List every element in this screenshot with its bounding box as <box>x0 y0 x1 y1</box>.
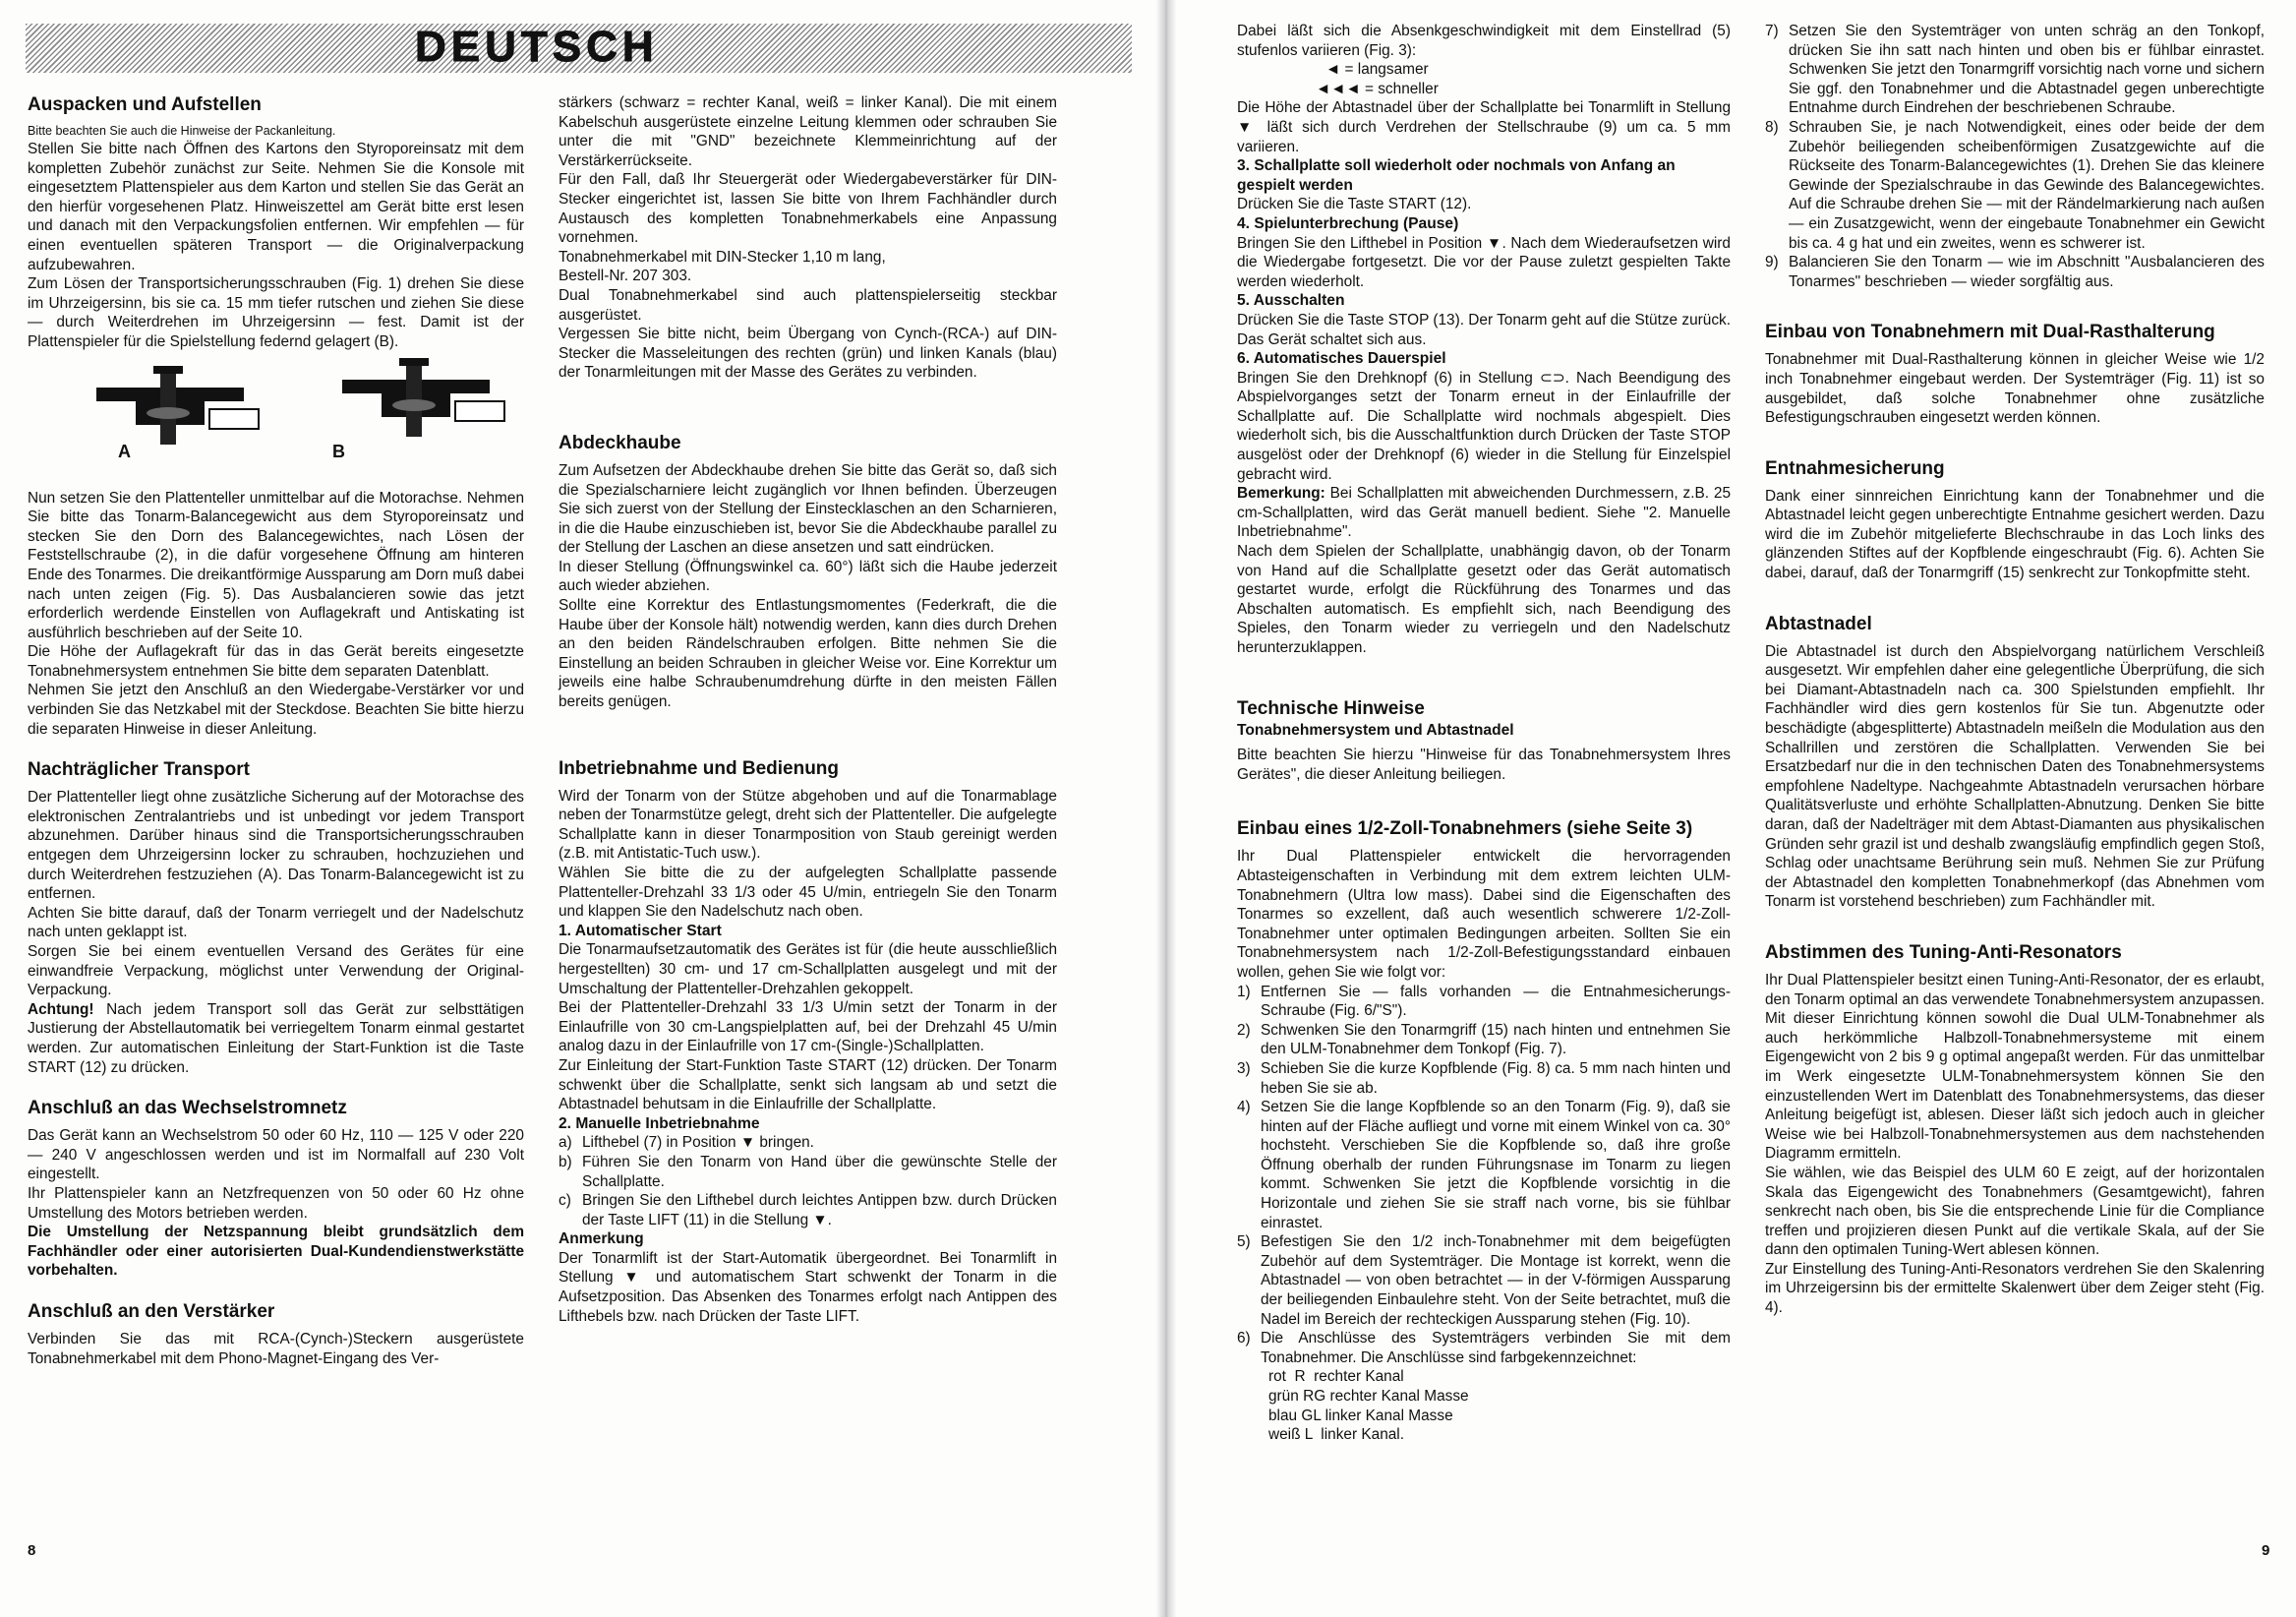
paragraph: Nun setzen Sie den Plattenteller unmittelbar auf die Motorachse. Nehmen Sie bitte das Tonarm-Balancegewicht aus dem Styroporeinsatz und stecken Sie den Dorn des Balancegewichtes, nach Lösen der Feststellschraube (2), in die dafür vorgesehene Öffnung am hinteren Ende des Tonarmes. Die dreikantförmige Aussparung am Dorn muß dabei nach unten zeigen (Fig. 5). Das Ausbalancieren sowie das jetzt erforderlich werdende Einstellen von Auflagekraft und Antiskating ist ausführlich beschrieben auf der Seite 10. <box>28 489 524 641</box>
section-title: Inbetriebnahme und Bedienung <box>559 757 840 779</box>
section-title: Technische Hinweise <box>1237 697 1425 719</box>
paragraph: Die Abtastnadel ist durch den Abspielvorgang natürlichem Verschleiß ausgesetzt. Wir empfehlen daher eine gelegentliche Überprüfung, die sich bei Diamant-Abtastnadeln nach ca. 300 Spielstunden empfiehlt. Ihr Fachhändler wird dies gern kostenlos für Sie tun. Abgenutzte oder beschädigte (abgesplitterte) Abtastnadeln meißeln die Modulation aus den Schallrillen und zerstören die Schallplatten. Verwenden Sie bei Ersatzbedarf nur die in den technischen Daten des Tonabnehmersystems empfohlene Nadeltype. Nachgeahmte Abtastnadeln verursachen hörbare Qualitätsverluste und erhöhte Schallplatten-Abnutzung. Denken Sie bitte daran, daß der Nadelträger mit dem Abtast-Diamanten aus physikalischen Gründen sehr grazil ist und deshalb zwangsläufig empfindlich gegen Stoß, Schlag oder unachtsame Berührung sein muß. Nehmen Sie zur Prüfung der Abtastnadel den kompletten Tonabnehmerkopf (das Abnehmen vom Tonarm ist vorstehend beschrieben) zum Fachhändler mit. <box>1765 642 2265 911</box>
section-title: Einbau von Tonabnehmern mit Dual-Rasthalterung <box>1765 322 2215 343</box>
paragraph: Der Plattenteller liegt ohne zusätzliche Sicherung auf der Motorachse des elektronischen Zentralantriebs und ist unbedingt vor jedem Transport abzunehmen. Darüber hinaus sind die Transportsicherungsschrauben entgegen dem Uhrzeigersinn locker zu schrauben, hochzuziehen und durch Weiterdrehen festzuziehen (A). Das Tonarm-Balancegewicht ist zu entfernen. <box>28 789 524 903</box>
color-code: rot R rechter Kanal <box>1268 1368 1404 1386</box>
paragraph: Wählen Sie bitte die zu der aufgelegten Schallplatte passende Plattenteller-Drehzahl 33 1/3 oder 45 U/min, entriegeln Sie den Tonarm und klappen Sie den Nadelschutz nach oben. <box>559 865 1057 921</box>
page-number-left: 8 <box>28 1542 36 1559</box>
paragraph: Verbinden Sie das mit RCA-(Cynch-)Steckern ausgerüstete Tonabnehmerkabel mit dem Phono-Magnet-Eingang des Ver- <box>28 1330 524 1367</box>
paragraph: Nehmen Sie jetzt den Anschluß an den Wiedergabe-Verstärker vor und verbinden Sie das Netzkabel mit der Steckdose. Beachten Sie bitte hierzu die separaten Hinweise in dieser Anleitung. <box>28 682 524 738</box>
paragraph: Bei der Plattenteller-Drehzahl 33 1/3 U/min setzt der Tonarm in der Einlaufrille von 30 cm-Langspielplatten auf, bei der Drehzahl 45 U/min analog dazu in der Einlaufrille von 17 cm-(Single-)Schallplatten. <box>559 999 1057 1055</box>
paragraph: Die Tonarmaufsetzautomatik des Gerätes ist für (die heute ausschließlich hergestellten) 30 cm- und 17 cm-Schallplatten ausgelegt und mit der Umschaltung der Plattenteller-Drehzahlen gekoppelt. <box>559 941 1057 997</box>
speed-slower: ◄ = langsamer <box>1325 61 1429 79</box>
subsection-title: 2. Manuelle Inbetriebnahme <box>559 1114 760 1132</box>
paragraph: Bitte beachten Sie hierzu "Hinweise für das Tonabnehmersystem Ihres Gerätes", die dieser Anleitung beiliegen. <box>1237 747 1731 783</box>
banner-title: DEUTSCH <box>415 23 659 71</box>
paragraph <box>1237 484 1731 542</box>
list-item: 9) Balancieren Sie den Tonarm — wie im Abschnitt "Ausbalancieren des Tonarmes" beschrieben — wieder sorgfältig aus. <box>1765 254 2265 290</box>
color-code: blau GL linker Kanal Masse <box>1268 1407 1453 1424</box>
subsection-title: Tonabnehmersystem und Abtastnadel <box>1237 721 1514 739</box>
paragraph: Dabei läßt sich die Absenkgeschwindigkeit mit dem Einstellrad (5) stufenlos variieren (Fig. 3): <box>1237 23 1731 59</box>
paragraph: Zur Einstellung des Tuning-Anti-Resonators verdrehen Sie den Skalenring im Uhrzeigersinn bis der ermittelte Skalenwert über dem Zeiger steht (Fig. 4). <box>1765 1260 2265 1317</box>
list-item: 1) Entfernen Sie — falls vorhanden — die Entnahmesicherungs-Schraube (Fig. 6/"S"). <box>1237 983 1731 1020</box>
paragraph: Nach dem Spielen der Schallplatte, unabhängig davon, ob der Tonarm von Hand auf die Schallplatte gesetzt oder das Gerät automatisch gestartet wurde, erfolgt die Rückführung des Tonarmes und das Abschalten automatisch. Es empfiehlt sich, nach Beendigung des Spieles, den Tonarm wieder zu verriegeln und den Nadelschutz herunterzuklappen. <box>1237 543 1731 656</box>
list-item: c) Bringen Sie den Lifthebel durch leichtes Antippen bzw. durch Drücken der Taste LIFT (11) in die Stellung ▼. <box>559 1192 1057 1228</box>
paragraph: Zur Einleitung der Start-Funktion Taste START (12) drücken. Der Tonarm schwenkt über die Schallplatte, senkt sich langsam ab und setzt die Abtastnadel behutsam in die Einlaufrille der Schallplatte. <box>559 1056 1057 1113</box>
paragraph: Drücken Sie die Taste STOP (13). Der Tonarm geht auf die Stütze zurück. Das Gerät schaltet sich aus. <box>1237 311 1731 348</box>
paragraph: Sie wählen, wie das Beispiel des ULM 60 E zeigt, auf der horizontalen Skala das Eigengewicht des Tonabnehmers (Gesamtgewicht), fahren senkrecht nach oben, bis Sie die entsprechende Linie für die Compliance treffen und projizieren diesen Punkt auf die vertikale Skala, auf der Sie dann den optimalen Tuning-Wert ablesen können. <box>1765 1164 2265 1259</box>
paragraph <box>28 1000 524 1077</box>
paragraph: Bringen Sie den Lifthebel in Position ▼. Nach dem Wiederaufsetzen wird die Wiedergabe fortgesetzt. Die vor der Pause zuletzt gespielten Takte werden wiederholt. <box>1237 234 1731 290</box>
list-item: 3) Schieben Sie die kurze Kopfblende (Fig. 8) ca. 5 mm nach hinten und heben Sie sie ab. <box>1237 1059 1731 1097</box>
paragraph: stärkers (schwarz = rechter Kanal, weiß = linker Kanal). Die mit einem Kabelschuh ausgerüstete einzelne Leitung klemmen oder schrauben Sie unter die mit "GND" bezeichnete Klemmeinrichtung auf der Verstärkerrückseite. <box>559 94 1057 169</box>
paragraph: Ihr Dual Plattenspieler entwickelt die hervorragenden Abtasteigenschaften in Verbindung mit dem extrem leichten ULM-Tonabnehmern (Ultra low mass). Dabei sind die Eigenschaften des Tonarmes so exzellent, daß auch wesentlich schwerere 1/2-Zoll-Tonabnehmer unter optimalen Bedingungen arbeiten. Sollten Sie ein Tonabnehmersystem nach 1/2-Zoll-Befestigungsstandard einbauen wollen, gehen Sie wie folgt vor: <box>1237 848 1731 981</box>
right-column-1 <box>1237 22 1731 1445</box>
paragraph: Wird der Tonarm von der Stütze abgehoben und auf die Tonarmablage neben der Tonarmstütze gelegt, dreht sich der Plattenteller. Die aufgelegte Schallplatte kann in dieser Tonarmposition von Staub gereinigt werden (z.B. mit Antistatic-Tuch usw.). <box>559 787 1057 863</box>
paragraph: Drücken Sie die Taste START (12). <box>1237 196 1472 213</box>
subsection-title: 3. Schallplatte soll wiederholt oder nochmals von Anfang an gespielt werden <box>1237 157 1676 194</box>
subsection-title: 1. Automatischer Start <box>559 922 722 939</box>
paragraph: Tonabnehmerkabel mit DIN-Stecker 1,10 m lang, <box>559 248 886 266</box>
paragraph: Der Tonarmlift ist der Start-Automatik übergeordnet. Bei Tonarmlift in Stellung ▼ und automatischem Start schwenkt der Tonarm in die Aufsetzposition. Das Absenken des Tonarmes erfolgt nach Antippen des Lifthebels bzw. nach Drücken der Taste LIFT. <box>559 1249 1057 1325</box>
remark-text: Bei Schallplatten mit abweichenden Durchmessern, z.B. 25 cm-Schallplatten, wird das Gerät manuell bedient. Siehe "2. Manuelle Inbetriebnahme". <box>1237 485 1731 541</box>
subsection-title: 4. Spielunterbrechung (Pause) <box>1237 214 1459 232</box>
left-column-2 <box>559 93 1057 1326</box>
section-title: Einbau eines 1/2-Zoll-Tonabnehmers (siehe Seite 3) <box>1237 818 1693 840</box>
paragraph: Bringen Sie den Drehknopf (6) in Stellung ⊂⊃. Nach Beendigung des Abspielvorganges setzt der Tonarm erneut in der Einlaufrille der Schallplatte auf. Die Schallplatte wird nochmals abgespielt. Dies wiederholt sich, bis die Ausschaltfunktion durch Drücken der Taste STOP ausgelöst oder der Drehknopf (6) wieder in die Stellung für Einzelspiel gebracht wird. <box>1237 369 1731 483</box>
remark-label: Bemerkung: <box>1237 485 1325 503</box>
list-item: 5) Befestigen Sie den 1/2 inch-Tonabnehmer mit dem beigefügten Zubehör auf dem Systemträger. Die Montage ist korrekt, wenn die Abtastnadel — von oben betrachtet — in der V-förmigen Aussparung der beiliegenden Einbaulehre steht. Von der Seite betrachtet, muß die Nadel im Bereich der rechteckigen Aussparung stehen (Fig. 10). <box>1237 1233 1731 1328</box>
paragraph: Ihr Dual Plattenspieler besitzt einen Tuning-Anti-Resonator, der es erlaubt, den Tonarm optimal an das verwendete Tonabnehmersystem anzupassen. Mit dieser Einrichtung können sowohl die Dual ULM-Tonabnehmer als auch herkömmliche Halbzoll-Tonabnehmersysteme mit einem Eigengewicht von 2 bis 9 g optimal angepaßt werden. Für das unmittelbar im Werk eingesetzte ULM-Tonabnehmersystem können Sie den einzustellenden Wert im Datenblatt des Tonabnehmersystems, das dieser Anleitung beigefügt ist, ablesen. Dieser läßt sich jedoch auch in gleicher Weise wie bei Halbzoll-Tonabnehmersystemen aus dem nachstehenden Diagramm ermitteln. <box>1765 971 2265 1163</box>
warning-label: Achtung! <box>28 1000 94 1018</box>
page-gutter <box>1156 0 1176 1617</box>
list-item: 8) Schrauben Sie, je nach Notwendigkeit, eines oder beide der dem Zubehör beiliegenden scheibenförmigen Zusatzgewichte auf die Rückseite des Tonarm-Balancegewichtes (1). Drehen Sie das kleinere Gewinde der Spezialschraube in das Gewinde des Balancegewichtes. Auf die Schraube drehen Sie — mit der Rändelmarkierung nach außen — ein Zusatzgewicht, wenn der eingebaute Tonabnehmer ein Gewicht bis ca. 4 g hat und ein zweites, wenn es schwerer ist. <box>1765 118 2265 252</box>
list-item: 4) Setzen Sie die lange Kopfblende so an den Tonarm (Fig. 9), daß sie hinten auf der Fläche aufliegt und vorne mit einem Winkel von ca. 30° hochsteht. Verschieben Sie die Kopfblende so, daß ihre große Öffnung oberhalb der runden Führungsnase im Tonarm zu liegen kommt. Schwenken Sie jetzt die Kopfblende vorsichtig in die Horizontale und ziehen Sie sie straff nach vorne, bis sie fühlbar einrastet. <box>1237 1099 1731 1231</box>
paragraph: Dual Tonabnehmerkabel sind auch plattenspielerseitig steckbar ausgerüstet. <box>559 286 1057 324</box>
section-title: Entnahmesicherung <box>1765 457 1945 479</box>
section-title: Abdeckhaube <box>559 432 681 453</box>
color-code: grün RG rechter Kanal Masse <box>1268 1388 1469 1405</box>
figure-label-b: B <box>332 441 345 461</box>
paragraph: Bestell-Nr. 207 303. <box>559 268 692 285</box>
subsection-title: 6. Automatisches Dauerspiel <box>1237 350 1446 368</box>
figure-label-a: A <box>118 441 131 461</box>
subsection-title: 5. Ausschalten <box>1237 292 1345 310</box>
list-item: b) Führen Sie den Tonarm von Hand über die gewünschte Stelle der Schallplatte. <box>559 1153 1057 1190</box>
paragraph: Tonabnehmer mit Dual-Rasthalterung können in gleicher Weise wie 1/2 inch Tonabnehmer eingebaut werden. Der Systemträger (Fig. 11) ist so ausgebildet, daß solche Tonabnehmer ohne zusätzliche Befestigungschrauben eingesetzt werden können. <box>1765 351 2265 427</box>
left-column-1 <box>28 93 524 1368</box>
figure-transport-screws <box>28 352 524 465</box>
section-title: Nachträglicher Transport <box>28 759 250 781</box>
paragraph: Dank einer sinnreichen Einrichtung kann der Tonabnehmer und die Abtastnadel leicht gegen unberechtigte Entnahme gesichert werden. Dazu wird die im Zubehör mitgelieferte Blechschraube in das Loch links des glänzenden Stiftes auf der Kopfblende eingeschraubt (Fig. 6). Achten Sie dabei, darauf, daß der Tonarmgriff (15) senkrecht zur Tonkopfmitte steht. <box>1765 487 2265 582</box>
paragraph: Stellen Sie bitte nach Öffnen des Kartons den Styroporeinsatz mit dem kompletten Zubehör zunächst zur Seite. Nehmen Sie die Konsole mit eingesetztem Plattenspieler aus dem Karton und stellen Sie das Gerät an den hierfür vorgesehenen Platz. Hinweiszettel am Gerät bitte erst lesen und danach mit den Verpackungsfolien entfernen. Wir empfehlen — für einen eventuellen späteren Transport — die Originalverpackung aufzubewahren. <box>28 141 524 273</box>
list-item: a) Lifthebel (7) in Position ▼ bringen. <box>559 1134 814 1152</box>
section-title: Abstimmen des Tuning-Anti-Resonators <box>1765 941 2122 963</box>
note-text: Bitte beachten Sie auch die Hinweise der Packanleitung. <box>28 124 336 138</box>
speed-faster: ◄◄◄ = schneller <box>1316 80 1439 97</box>
paragraph: Zum Lösen der Transportsicherungsschrauben (Fig. 1) drehen Sie diese im Uhrzeigersinn, bis sie ca. 15 mm tiefer rutschen und ziehen Sie diese — durch Weiterdrehen im Uhrzeigersinn — fest. Damit ist der Plattenspieler für die Spielstellung federnd gelagert (B). <box>28 275 524 350</box>
paragraph: In dieser Stellung (Öffnungswinkel ca. 60°) läßt sich die Haube jederzeit auch wieder abziehen. <box>559 558 1057 595</box>
paragraph: Sollte eine Korrektur des Entlastungsmomentes (Federkraft, die die Haube über der Konsole hält) notwendig werden, kann dies durch Drehen an den beiden Rändelschrauben erfolgen. Bitte nehmen Sie die Einstellung an beiden Schrauben in gleicher Weise vor. Eine Korrektur um jeweils eine halbe Schraubenumdrehung dürfte in den meisten Fällen bereits genügen. <box>559 597 1057 711</box>
color-code: weiß L linker Kanal. <box>1268 1426 1405 1444</box>
paragraph: Sorgen Sie bei einem eventuellen Versand des Gerätes für eine einwandfreie Verpackung, möglichst unter Verwendung der Original-Verpackung. <box>28 943 524 999</box>
list-item: 6) Die Anschlüsse des Systemträgers verbinden Sie mit dem Tonabnehmer. Die Anschlüsse sind farbgekennzeichnet: <box>1237 1330 1731 1366</box>
paragraph: Das Gerät kann an Wechselstrom 50 oder 60 Hz, 110 — 125 V oder 220 — 240 V angeschlossen werden und ist im Normalfall auf 230 Volt eingestellt. <box>28 1127 524 1183</box>
page-number-right: 9 <box>2262 1542 2270 1559</box>
paragraph: Ihr Plattenspieler kann an Netzfrequenzen von 50 oder 60 Hz ohne Umstellung des Motors betrieben werden. <box>28 1184 524 1222</box>
section-title: Anschluß an den Verstärker <box>28 1300 275 1322</box>
paragraph: Die Höhe der Auflagekraft für das in das Gerät bereits eingesetzte Tonabnehmersystem entnehmen Sie bitte dem separaten Datenblatt. <box>28 643 524 680</box>
section-title: Auspacken und Aufstellen <box>28 94 262 115</box>
list-item: 2) Schwenken Sie den Tonarmgriff (15) nach hinten und entnehmen Sie den ULM-Tonabnehmer dem Tonkopf (Fig. 7). <box>1237 1021 1731 1058</box>
list-item: 7) Setzen Sie den Systemträger von unten schräg an den Tonkopf, drücken Sie ihn satt nach hinten und oben bis er fühlbar einrastet. Schwenken Sie jetzt den Tonarmgriff vorsichtig nach vorne und sichern Sie ggf. den Tonabnehmer und die Abtastnadel gegen unberechtigte Entnahme durch Eindrehen der beschriebenen Schraube. <box>1765 23 2265 117</box>
right-column-2 <box>1765 22 2265 1318</box>
paragraph: Für den Fall, daß Ihr Steuergerät oder Wiedergabeverstärker für DIN-Stecker eingerichtet ist, lassen Sie bitte von Ihrem Fachhändler durch Austausch des kompletten Tonabnehmerkabels eine Anpassung vornehmen. <box>559 171 1057 247</box>
warning-text: Nach jedem Transport soll das Gerät zur selbsttätigen Justierung der Abstellautomatik bei verriegeltem Tonarm einmal gestartet werden. Zur automatischen Einleitung der Start-Funktion ist die Taste START (12) zu drücken. <box>28 1000 524 1076</box>
subsection-title: Anmerkung <box>559 1230 644 1248</box>
section-title: Anschluß an das Wechselstromnetz <box>28 1098 347 1119</box>
screw-diagram <box>28 358 524 456</box>
paragraph: Zum Aufsetzen der Abdeckhaube drehen Sie bitte das Gerät so, daß sich die Spezialscharniere leicht zugänglich vor Ihnen befinden. Überzeugen Sie sich zuerst von der Stellung der Einstecklaschen an den Scharnieren, in die die Haube einzuschieben ist, bevor Sie die Abdeckhaube parallel zu der Stellung der Laschen an diese ansetzen und satt eindrücken. <box>559 461 1057 557</box>
paragraph: Die Höhe der Abtastnadel über der Schallplatte bei Tonarmlift in Stellung ▼ läßt sich durch Verdrehen der Stellschraube (9) um ca. 5 mm variieren. <box>1237 99 1731 155</box>
paragraph: Achten Sie bitte darauf, daß der Tonarm verriegelt und der Nadelschutz nach unten geklappt ist. <box>28 904 524 941</box>
paragraph: Vergessen Sie bitte nicht, beim Übergang von Cynch-(RCA-) auf DIN-Stecker die Masseleitungen des rechten (grün) und linken Kanals (blau) der Tonarmleitungen mit der Masse des Gerätes zu verbinden. <box>559 326 1057 382</box>
paragraph-bold: Die Umstellung der Netzspannung bleibt grundsätzlich dem Fachhändler oder einer autorisierten Dual-Kundendienstwerkstätte vorbehalten. <box>28 1224 524 1280</box>
section-title: Abtastnadel <box>1765 613 1872 634</box>
